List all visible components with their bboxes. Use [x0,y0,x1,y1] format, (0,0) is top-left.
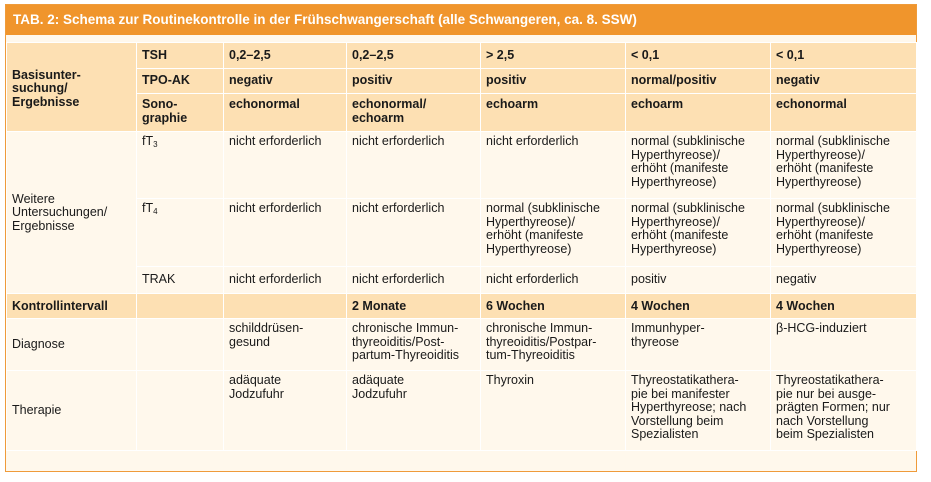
group-label-therapie: Therapie [7,371,137,451]
table-cell: normal (subklinische Hyperthyreose)/ erhöht (manifeste Hyperthyreose) [771,199,917,267]
table-cell: nicht erforderlich [224,199,347,267]
table-cell: adäquate Jodzufuhr [224,371,347,451]
table-row [7,69,917,94]
table-row [7,199,917,267]
table-cell: 6 Wochen [481,294,626,319]
table-cell: Thyreostatikathera- pie bei manifester Hyperthyreose; nach Vorstellung beim Spezialisten [626,371,771,451]
table-cell: nicht erforderlich [347,132,481,199]
row-label-ft3-sub: 3 [153,140,158,149]
table-row [7,371,917,451]
table-cell: nicht erforderlich [481,132,626,199]
table-row [7,319,917,371]
table-cell: chronische Immun- thyreoiditis/Post- partum-Thyreoiditis [347,319,481,371]
table-cell [137,319,224,371]
table-title: TAB. 2: Schema zur Routinekontrolle in der Frühschwangerschaft (alle Schwangeren, ca. 8. SSW) [6,5,916,35]
table-row [7,132,917,199]
table-cell: nicht erforderlich [347,267,481,294]
table-cell: echonormal [771,94,917,132]
row-label-ft4 [137,199,224,267]
table-cell: 4 Wochen [626,294,771,319]
row-label-ft4-sub: 4 [153,207,158,216]
table-cell [224,294,347,319]
table-cell: negativ [771,267,917,294]
table-cell: nicht erforderlich [224,267,347,294]
row-label-trak: TRAK [137,267,224,294]
table-row [7,43,917,69]
table-cell: echoarm [481,94,626,132]
row-label-tsh: TSH [137,43,224,69]
table-cell: normal/positiv [626,69,771,94]
table-cell: nicht erforderlich [481,267,626,294]
table-cell: normal (subklinische Hyperthyreose)/ erhöht (manifeste Hyperthyreose) [771,132,917,199]
table-cell: normal (subklinische Hyperthyreose)/ erhöht (manifeste Hyperthyreose) [626,199,771,267]
table-cell: nicht erforderlich [347,199,481,267]
table-cell: nicht erforderlich [224,132,347,199]
table-cell [137,371,224,451]
table-panel [5,4,917,472]
group-label-diagnose: Diagnose [7,319,137,371]
table-cell: chronische Immun- thyreoiditis/Postpar- tum-Thyreoiditis [481,319,626,371]
group-label-basis-text: Basisunter- suchung/ Ergebnisse [12,67,81,109]
table-cell: positiv [626,267,771,294]
table-cell [137,294,224,319]
table-cell: normal (subklinische Hyperthyreose)/ erhöht (manifeste Hyperthyreose) [626,132,771,199]
table-row [7,267,917,294]
group-label-kontroll: Kontrollintervall [7,294,137,319]
table-cell: adäquate Jodzufuhr [347,371,481,451]
table-cell: < 0,1 [626,43,771,69]
table-cell: echonormal [224,94,347,132]
schema-table [6,42,917,451]
table-cell: > 2,5 [481,43,626,69]
table-cell: positiv [481,69,626,94]
table-row [7,294,917,319]
row-label-sono: Sono- graphie [137,94,224,132]
table-cell: β-HCG-induziert [771,319,917,371]
table-cell: Thyreostatikathera- pie nur bei ausge- prägten Formen; nur nach Vorstellung beim Spezialisten [771,371,917,451]
row-label-tpo: TPO-AK [137,69,224,94]
group-label-basis [7,43,137,132]
group-label-weitere-text: Weitere Untersuchungen/ Ergebnisse [12,191,108,233]
table-row [7,94,917,132]
table-cell: schilddrüsen- gesund [224,319,347,371]
table-cell: echoarm [626,94,771,132]
table-cell: Immunhyper- thyreose [626,319,771,371]
table-cell: Thyroxin [481,371,626,451]
table-cell: < 0,1 [771,43,917,69]
table-cell: negativ [224,69,347,94]
table-cell: negativ [771,69,917,94]
row-label-ft4-main: fT [142,201,154,215]
table-cell: 0,2–2,5 [347,43,481,69]
row-label-ft3 [137,132,224,199]
table-cell: 4 Wochen [771,294,917,319]
group-label-weitere [7,132,137,294]
table-cell: echonormal/ echoarm [347,94,481,132]
table-cell: 0,2–2,5 [224,43,347,69]
table-cell: normal (subklinische Hyperthyreose)/ erhöht (manifeste Hyperthyreose) [481,199,626,267]
row-label-ft3-main: fT [142,134,154,148]
table-cell: positiv [347,69,481,94]
table-cell: 2 Monate [347,294,481,319]
